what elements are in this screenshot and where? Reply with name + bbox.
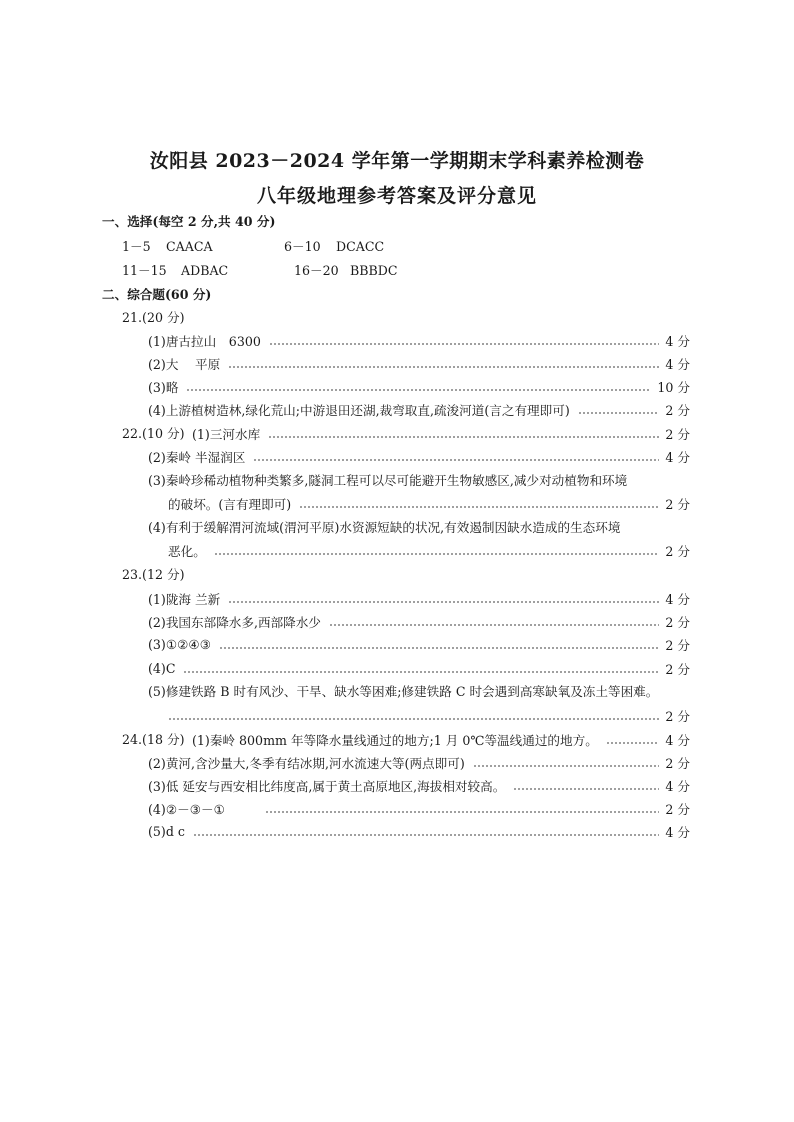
score: 4 分 [665,733,690,748]
answer-text: (3)秦岭珍稀动植物种类繁多,隧洞工程可以尽可能避开生物敏感区,减少对动植物和环境 [148,473,628,488]
answer-row [168,707,690,724]
leader-dots [268,436,659,438]
question-header: 22.(10 分) [122,426,185,441]
score: 2 分 [665,427,690,442]
score: 4 分 [665,592,690,607]
section-heading-comprehensive: 二、综合题(60 分) [102,287,212,302]
answer-row [192,425,690,442]
answer-row [148,777,690,794]
answer-row [148,754,690,771]
leader-dots [513,788,659,790]
score: 2 分 [665,544,690,559]
answer-row [148,355,690,372]
leader-dots [473,765,660,767]
choice-answers: CAACA [166,239,213,254]
leader-dots [578,412,660,414]
answer-row [168,495,690,512]
score: 2 分 [665,662,690,677]
choice-range: 6－10 [284,239,321,254]
leader-dots [186,389,651,391]
choice-range: 16－20 [294,263,339,278]
answer-row [148,613,690,630]
leader-dots [193,834,659,836]
answer-text: (4)②－③－① [148,802,225,817]
score: 4 分 [665,334,690,349]
score: 2 分 [665,615,690,630]
answer-text: (2)大 平原 [148,357,221,372]
answer-text: (3)①②④③ [148,637,211,652]
leader-dots [329,624,659,626]
answer-row [148,823,690,840]
leader-dots [183,671,659,673]
answer-text: (1)三河水库 [192,427,261,442]
score: 4 分 [665,450,690,465]
answer-row [168,542,690,559]
section-heading-choice: 一、选择(每空 2 分,共 40 分) [102,214,276,229]
answer-text: (2)黄河,含沙量大,冬季有结冰期,河水流速大等(两点即可) [148,756,465,771]
choice-answers: ADBAC [181,263,229,278]
score: 4 分 [665,357,690,372]
answer-row [148,636,690,653]
score: 2 分 [665,497,690,512]
answer-row [148,378,690,395]
answer-text: (1)陇海 兰新 [148,592,221,607]
score: 2 分 [665,802,690,817]
score: 2 分 [665,403,690,418]
answer-text: (5)d c [148,824,185,839]
choice-range: 11－15 [122,263,167,278]
choice-range: 1－5 [122,239,151,254]
page-subtitle: 八年级地理参考答案及评分意见 [256,185,537,207]
answer-text: (5)修建铁路 B 时有风沙、干旱、缺水等困难;修建铁路 C 时会遇到高寒缺氧及冻土等困难。 [148,684,659,699]
leader-dots [214,553,660,555]
answer-text: (3)低 延安与西安相比纬度高,属于黄土高原地区,海拔相对较高。 [148,779,506,794]
score: 2 分 [665,756,690,771]
answer-row [148,660,690,677]
score: 10 分 [657,380,690,395]
answer-text: (3)略 [148,380,179,395]
answer-text: (2)秦岭 半湿润区 [148,450,246,465]
answer-row [148,448,690,465]
leader-dots [253,459,659,461]
score: 2 分 [665,638,690,653]
choice-answers: BBBDC [350,263,398,278]
leader-dots [299,506,659,508]
page-title: 汝阳县 2023－2024 学年第一学期期末学科素养检测卷 [149,150,645,172]
answer-row [148,332,690,349]
answer-row [192,731,690,748]
question-header: 24.(18 分) [122,732,185,747]
leader-dots [168,718,659,720]
leader-dots [606,742,660,744]
answer-row [148,590,690,607]
leader-dots [269,343,660,345]
answer-text: (2)我国东部降水多,西部降水少 [148,615,321,630]
answer-text: (4)有利于缓解渭河流域(渭河平原)水资源短缺的状况,有效遏制因缺水造成的生态环境 [148,520,621,535]
answer-text: (4)上游植树造林,绿化荒山;中游退田还湖,裁弯取直,疏浚河道(言之有理即可) [148,403,570,418]
choice-answers: DCACC [336,239,385,254]
answer-text: (1)唐古拉山 6300 [148,334,261,349]
leader-dots [228,601,659,603]
answer-row [148,800,690,817]
leader-dots [265,811,659,813]
answer-text-continued: 恶化。 [168,544,206,559]
answer-row [148,401,690,418]
answer-text: (1)秦岭 800mm 年等降水量线通过的地方;1 月 0℃等温线通过的地方。 [192,733,598,748]
score: 4 分 [665,779,690,794]
leader-dots [219,647,659,649]
score: 4 分 [665,825,690,840]
answer-text: (4)C [148,661,176,676]
question-header: 21.(20 分) [122,310,185,325]
score: 2 分 [665,709,690,724]
question-header: 23.(12 分) [122,567,185,582]
answer-text-continued: 的破坏。(言有理即可) [168,497,292,512]
leader-dots [228,366,659,368]
